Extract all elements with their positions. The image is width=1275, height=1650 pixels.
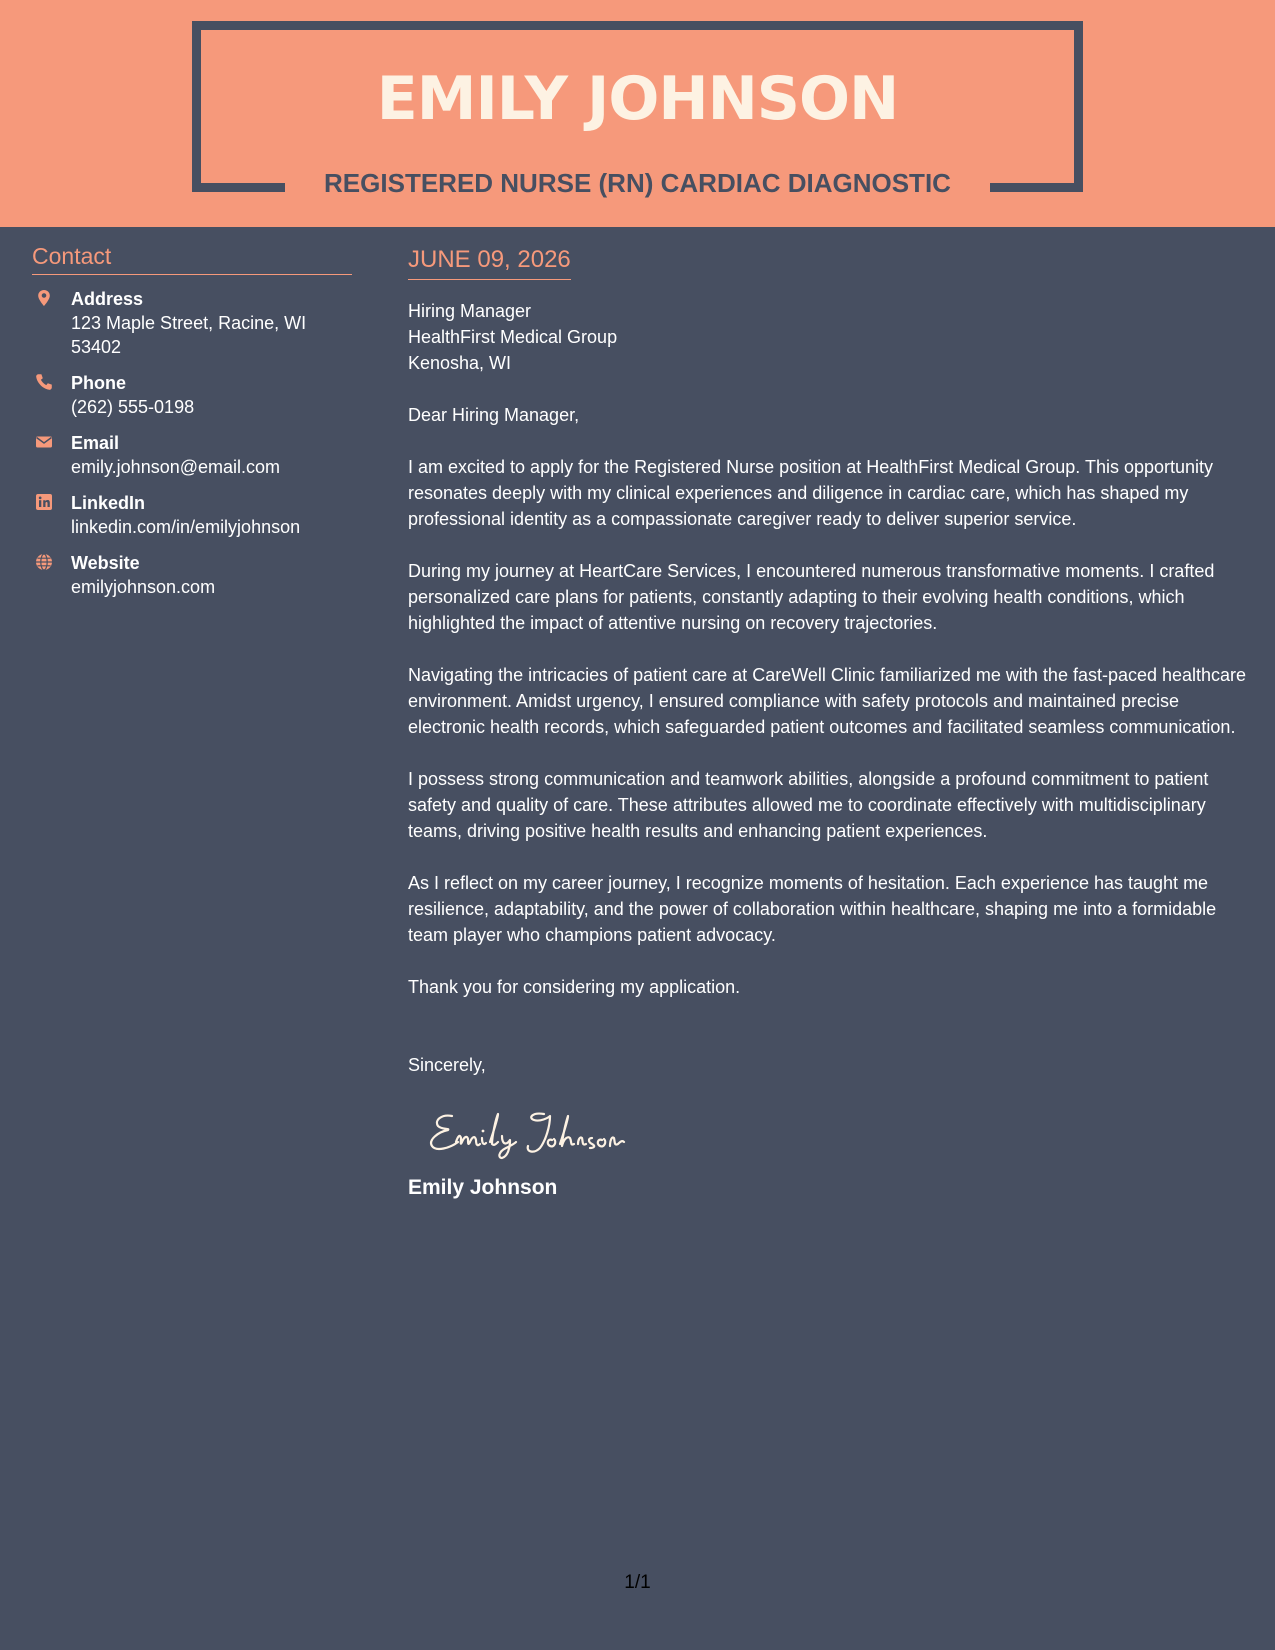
letter-paragraph: I possess strong communication and teamwork abilities, alongside a profound commitment to patient safety and quality of care. These attributes allowed me to coordinate effectively with multidisciplinary teams, driving positive health results and enhancing patient experiences. — [408, 769, 1209, 841]
applicant-name: EMILY JOHNSON — [376, 64, 899, 134]
website-value: emilyjohnson.com — [71, 577, 216, 597]
recipient-block — [408, 298, 1253, 376]
contact-label: LinkedIn — [71, 493, 146, 513]
contact-item-phone — [32, 371, 352, 419]
header-banner — [0, 0, 1275, 227]
contact-sidebar — [32, 240, 352, 611]
contact-item-email — [32, 431, 352, 479]
letter-paragraph: Thank you for considering my application. — [408, 977, 741, 997]
contact-label: Phone — [71, 373, 127, 393]
letter-paragraph: As I reflect on my career journey, I recognize moments of hesitation. Each experience has taught me resilience, adaptability, and the power of collaboration within healthcare, shaping me into a formidable team player who champions patient advocacy. — [408, 873, 1217, 945]
map-pin-icon — [35, 289, 53, 307]
closing: Sincerely, — [408, 1055, 486, 1075]
contact-label: Email — [71, 433, 120, 453]
contact-item-address — [32, 287, 352, 359]
job-title: REGISTERED NURSE (RN) CARDIAC DIAGNOSTIC — [324, 168, 951, 198]
letter-paragraph: During my journey at HeartCare Services, I encountered numerous transformative moments. I crafted personalized care plans for patients, constantly adapting to their evolving health conditions, which highlighted the impact of attentive nursing on recovery trajectories. — [408, 561, 1215, 633]
letter-paragraph: Navigating the intricacies of patient care at CareWell Clinic familiarized me with the fast-paced healthcare environment. Amidst urgency, I ensured compliance with safety protocols and maintained precise electronic health records, which safeguarded patient outcomes and facilitated seamless communication. — [408, 665, 1247, 737]
signer-name: Emily Johnson — [408, 1176, 558, 1199]
page-number: 1/1 — [624, 1572, 651, 1593]
contact-label: Address — [71, 289, 144, 309]
email-value: emily.johnson@email.com — [71, 457, 281, 477]
recipient-line: HealthFirst Medical Group — [408, 327, 618, 347]
globe-icon — [35, 553, 53, 571]
address-value: 123 Maple Street, Racine, WI 53402 — [71, 313, 307, 357]
handwritten-signature — [424, 1102, 1253, 1160]
contact-heading: Contact — [32, 240, 352, 275]
envelope-icon — [35, 433, 53, 451]
recipient-line: Kenosha, WI — [408, 353, 512, 373]
letter-body — [408, 244, 1253, 1202]
linkedin-value: linkedin.com/in/emilyjohnson — [71, 517, 301, 537]
phone-icon — [35, 373, 53, 391]
contact-list — [32, 287, 352, 599]
contact-item-website — [32, 551, 352, 599]
recipient-line: Hiring Manager — [408, 301, 532, 321]
contact-item-linkedin — [32, 491, 352, 539]
linkedin-icon — [35, 493, 53, 511]
contact-label: Website — [71, 553, 140, 573]
frame-top — [192, 21, 1083, 30]
letter-date: JUNE 09, 2026 — [408, 244, 571, 280]
letter-paragraph: I am excited to apply for the Registered Nurse position at HealthFirst Medical Group. This opportunity resonates deeply with my clinical experiences and diligence in cardiac care, which has shaped my professional identity as a compassionate caregiver ready to deliver superior service. — [408, 457, 1214, 529]
phone-value: (262) 555-0198 — [71, 397, 195, 417]
salutation: Dear Hiring Manager, — [408, 405, 580, 425]
